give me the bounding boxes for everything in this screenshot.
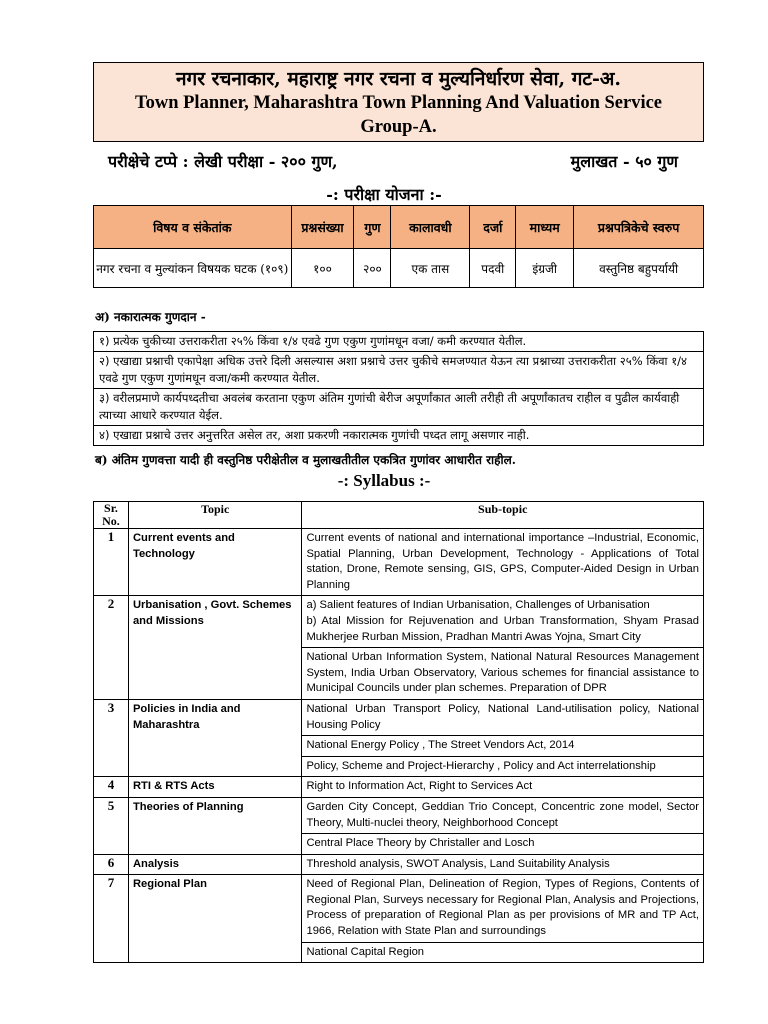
header-medium: माध्यम [516, 206, 574, 249]
syllabus-row [94, 596, 704, 648]
exam-scheme-table [93, 205, 704, 288]
rule-3: ३) वरीलप्रमाणे कार्यपध्दतीचा अवलंब करताना एकुण अंतिम गुणांची बेरीज अपूर्णांकात आली तरीही ती अपूर्णांकातच राहील व पुढील कार्यवाही त्याच्या आधारे करण्यात येईल. [94, 389, 704, 426]
syllabus-table [93, 501, 704, 963]
header-marks: गुण [354, 206, 391, 249]
syllabus-sr-no: 6 [94, 854, 129, 875]
syllabus-sub-topic: Current events of national and international importance –Industrial, Economic, Spatial Planning, Urban Development, Technology - Applications of Total station, Drone, Remote sensing, GIS, GPS, Computer-Aided Design in Urban Planning [302, 529, 704, 596]
header-subject: विषय व संकेतांक [94, 206, 292, 249]
syllabus-topic: Analysis [128, 854, 302, 875]
syllabus-sub-topic: Threshold analysis, SWOT Analysis, Land Suitability Analysis [302, 854, 704, 875]
syllabus-sub-topic: Right to Information Act, Right to Services Act [302, 777, 704, 798]
title-english-line2: Group-A. [360, 117, 437, 137]
negative-marking-heading: अ) नकारात्मक गुणदान - [95, 310, 206, 324]
syllabus-row [94, 529, 704, 596]
syllabus-row [94, 854, 704, 875]
exam-table-row [94, 249, 704, 288]
syllabus-sr-no: 2 [94, 596, 129, 700]
syllabus-topic: Regional Plan [128, 875, 302, 963]
syllabus-sub-topic: Policy, Scheme and Project-Hierarchy , Policy and Act interrelationship [302, 756, 704, 777]
syllabus-sub-topic: Garden City Concept, Geddian Trio Concept, Concentric zone model, Sector Theory, Multi-nuclei theory, Neighborhood Concept [302, 797, 704, 833]
header-sr-no: Sr. No. [94, 502, 129, 529]
syllabus-row [94, 699, 704, 735]
syllabus-topic: Urbanisation , Govt. Schemes and Missions [128, 596, 302, 700]
exam-stages [108, 150, 678, 172]
rule-row [94, 426, 704, 446]
negative-marking-table [93, 331, 704, 446]
cell-duration: एक तास [391, 249, 470, 288]
exam-scheme-heading: -: परीक्षा योजना :- [326, 185, 442, 204]
syllabus-row [94, 875, 704, 942]
syllabus-sub-topic: National Capital Region [302, 942, 704, 963]
syllabus-topic: Policies in India and Maharashtra [128, 699, 302, 776]
syllabus-row [94, 777, 704, 798]
merit-list-note: ब) अंतिम गुणवत्ता यादी ही वस्तुनिष्ठ परीक्षेतील व मुलाखतीतील एकत्रित गुणांवर आधारीत राहील. [95, 453, 516, 467]
syllabus-row [94, 797, 704, 833]
title-marathi: नगर रचनाकार, महाराष्ट्र नगर रचना व मुल्यनिर्धारण सेवा, गट-अ. [175, 68, 622, 90]
title-english-line1: Town Planner, Maharashtra Town Planning And Valuation Service [134, 93, 663, 113]
syllabus-sub-topic: Central Place Theory by Christaller and Losch [302, 834, 704, 855]
syllabus-sr-no: 7 [94, 875, 129, 963]
cell-medium: इंग्रजी [516, 249, 574, 288]
rule-1: १) प्रत्येक चुकीच्या उत्तराकरीता २५% किंवा १/४ एवढे गुण एकुण गुणांमधून वजा/ कमी करण्यात येतील. [94, 332, 704, 352]
syllabus-topic: Current events and Technology [128, 529, 302, 596]
cell-questions: १०० [291, 249, 354, 288]
syllabus-sr-no: 4 [94, 777, 129, 798]
title-box [93, 62, 704, 142]
rule-4: ४) एखाद्या प्रश्नाचे उत्तर अनुत्तरित असेल तर, अशा प्रकरणी नकारात्मक गुणांची पध्दत लागू असणार नाही. [94, 426, 704, 446]
header-sub-topic: Sub-topic [302, 502, 704, 529]
syllabus-sub-topic: National Urban Information System, National Natural Resources Management System, India Urban Observatory, Various schemes for financial assistance to Municipal Councils under plan schemes. Preparation of DPR [302, 648, 704, 700]
cell-marks: २०० [354, 249, 391, 288]
syllabus-sub-topic: National Urban Transport Policy, National Land-utilisation policy, National Housing Policy [302, 699, 704, 735]
syllabus-header-row [94, 502, 704, 529]
exam-table-header-row [94, 206, 704, 249]
syllabus-sr-no: 5 [94, 797, 129, 854]
syllabus-sr-no: 1 [94, 529, 129, 596]
rule-2: २) एखाद्या प्रश्नाची एकापेक्षा अधिक उत्तरे दिली असल्यास अशा प्रश्नाचे उत्तर चुकीचे समजण्यात येऊन त्या प्रश्नाच्या उत्तराकरीता २५% किंवा १/४ एवढे गुण एकुण गुणांमधून वजा/कमी करण्यात येतील. [94, 352, 704, 389]
rule-row [94, 389, 704, 426]
header-standard: दर्जा [470, 206, 516, 249]
header-topic: Topic [128, 502, 302, 529]
cell-paper-type: वस्तुनिष्ठ बहुपर्यायी [574, 249, 704, 288]
cell-subject: नगर रचना व मुल्यांकन विषयक घटक (१०९) [94, 249, 292, 288]
interview-marks: मुलाखत - ५० गुण [570, 152, 678, 171]
header-questions: प्रश्नसंख्या [291, 206, 354, 249]
header-duration: कालावधी [391, 206, 470, 249]
rule-row [94, 332, 704, 352]
rule-row [94, 352, 704, 389]
syllabus-heading: -: Syllabus :- [337, 471, 431, 490]
cell-standard: पदवी [470, 249, 516, 288]
written-exam-marks: परीक्षेचे टप्पे : लेखी परीक्षा - २०० गुण, [108, 152, 338, 171]
header-paper-type: प्रश्नपत्रिकेचे स्वरुप [574, 206, 704, 249]
syllabus-sub-topic: Need of Regional Plan, Delineation of Region, Types of Regions, Contents of Regional Plan, Surveys necessary for Regional Plan, Analysis and Projections, Process of preparation of Regional Plan as per provisions of MR and TP Act, 1966, Relation with State Plan and surroundings [302, 875, 704, 942]
syllabus-topic: Theories of Planning [128, 797, 302, 854]
syllabus-sr-no: 3 [94, 699, 129, 776]
syllabus-sub-topic: National Energy Policy , The Street Vendors Act, 2014 [302, 736, 704, 757]
syllabus-sub-topic: a) Salient features of Indian Urbanisation, Challenges of Urbanisation b) Atal Mission for Rejuvenation and Urban Transformation, Shyam Prasad Mukherjee Rurban Mission, Pradhan Mantri Awas Yojna, Smart City [302, 596, 704, 648]
syllabus-topic: RTI & RTS Acts [128, 777, 302, 798]
